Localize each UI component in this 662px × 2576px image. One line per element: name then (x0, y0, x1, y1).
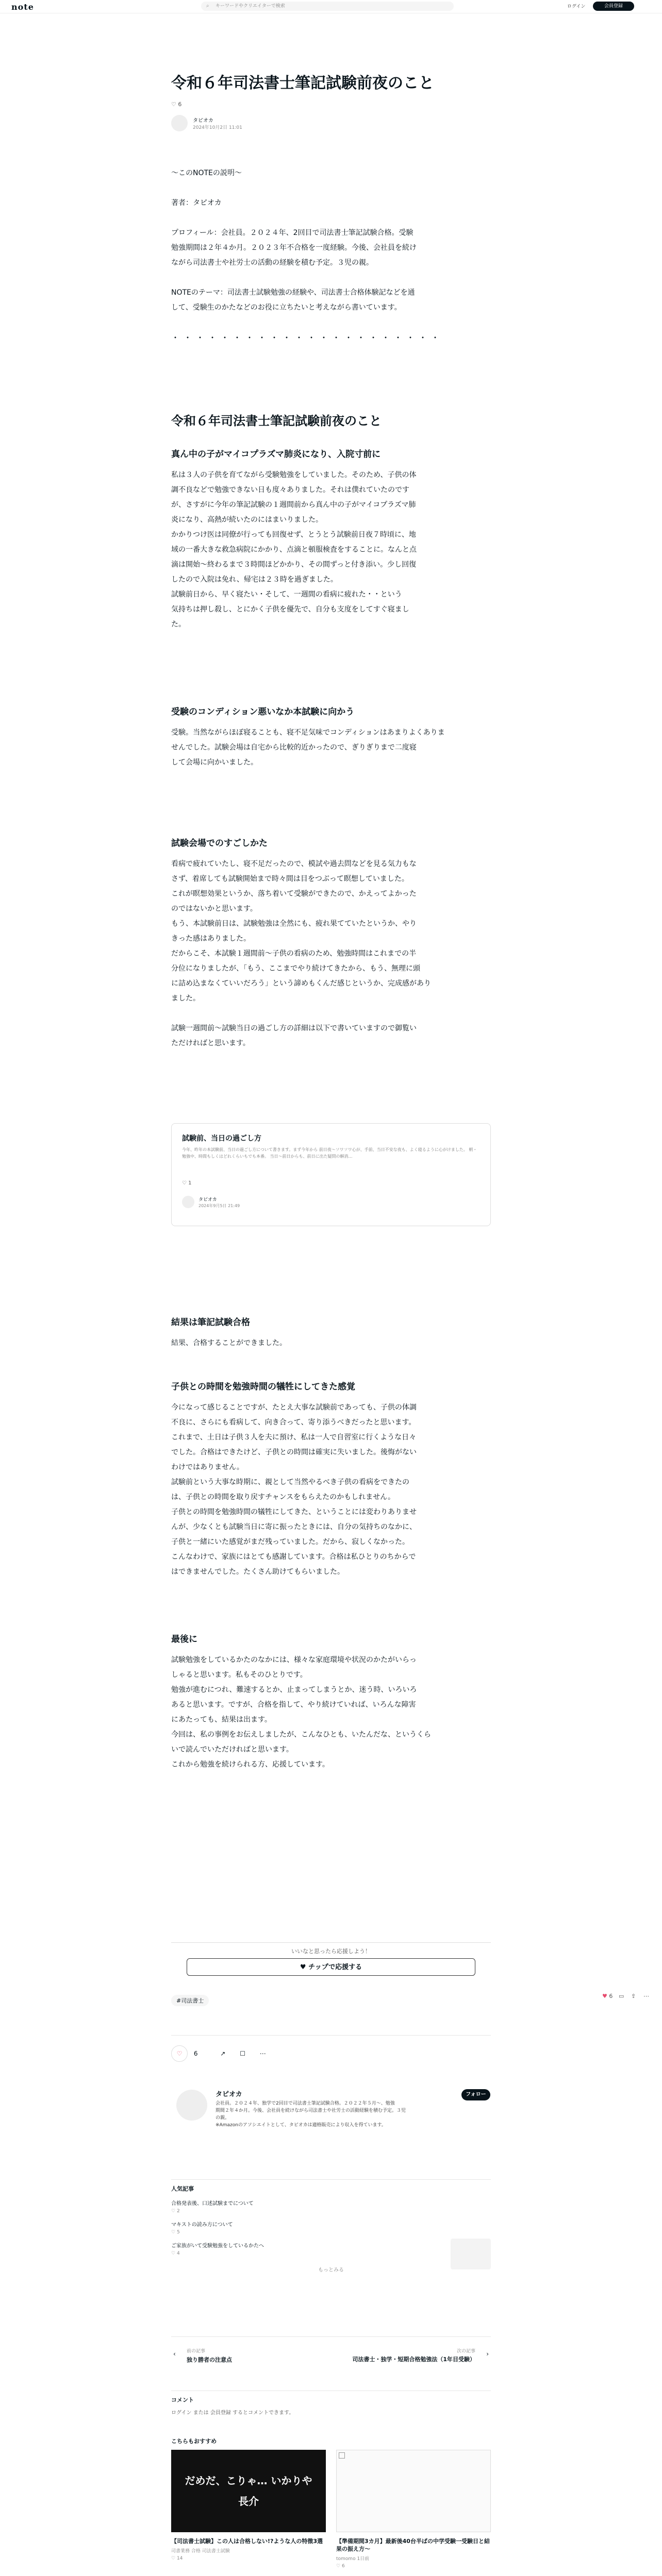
section-heading: 試験会場でのすごしかた (171, 838, 268, 849)
login-button[interactable]: ログイン (567, 4, 586, 9)
thumbnail-text: だめだ、こりゃ… いかりや長介 (185, 2475, 312, 2507)
note-logo[interactable]: note (11, 2, 34, 12)
section-heading: 最後に (171, 1634, 197, 1645)
embedded-note-card[interactable] (171, 1123, 491, 1226)
broken-image-icon (339, 2452, 345, 2459)
body-line: 私は３人の子供を育てながら受験勉強をしていました。そのため、子供の体 (171, 471, 417, 479)
section-2 (171, 706, 491, 770)
avatar[interactable] (171, 115, 188, 131)
intro-block (171, 166, 491, 345)
body-line: 分位になりましたが、「もう、ここまでやり続けてきたから、もう、無理に頭 (171, 964, 420, 973)
comment-section (171, 2396, 491, 2416)
article-header (171, 72, 491, 133)
section-3 (171, 837, 491, 1051)
body-line: 調不良などで勉強できない日も度々ありました。それは僕れていたのです (171, 486, 409, 494)
popular-thumbnail (451, 2239, 491, 2269)
body-line: したので入院は免れ、帰宅は２３時を過ぎました。 (171, 575, 338, 584)
body-line: だからこそ、本試験１週間前〜子供の看病のため、勉強時間はこれまでの半 (171, 950, 417, 958)
author-name[interactable]: タピオカ (193, 118, 213, 124)
heart-icon: ♡ (171, 101, 176, 108)
section-5 (171, 1633, 491, 1772)
search-placeholder: キーワードやクリエイターで検索 (216, 4, 285, 9)
more-icon[interactable]: ⋯ (259, 2050, 266, 2057)
body-line: 子供と一緒にいた感覚がまだ残っていました。だから、寂しくなかった。 (171, 1538, 409, 1546)
more-icon[interactable]: ⋯ (643, 1993, 649, 1999)
body-line: 試験前という大事な時期に、親として当然やるべき子供の看病をできたの (171, 1478, 409, 1486)
separator-dots: ・・・・・・・・・・・・・・・・・・・・・・ (171, 333, 444, 343)
author-bio: 会社員。２０２４年、独学で2回目で司法書士筆記試験合格。２０２２年５月〜、勉強 期間２年４か月。今後、会社員を続けながら司法書士や社労士の活動経験を積む予定。３児 の親。 ※Amazonのアソシエイトとして、タピオカは適格販売により収入を得ています。 (216, 2101, 406, 2128)
popular-item[interactable]: ご家族がいて受験勉強をしているかたへ ♡ 4 (171, 2243, 264, 2256)
body-line: でした。合格はできたけど、子供との時間は確実に失いました。後悔がない (171, 1448, 417, 1456)
recommend-item[interactable]: 【司法書士試験】この人は合格しない!?ような人の特徴3選 司書業務 合格 司法書士試験 ♡ 14 (171, 2538, 323, 2561)
body-line: 試験一週間前〜試験当日の過ごし方の詳細は以下で書いていますので御覧い (171, 1024, 417, 1032)
byline: 著者：タピオカ (171, 199, 222, 207)
body-line: に詰め込まなくていいだろう」という諦めもくんだ感じというか、完成感があり (171, 979, 431, 988)
side-like-button[interactable]: ♥ 6 (602, 1993, 613, 1999)
body-line: 看病で疲れていたし、寝不足だったので、模試や過去問などを見る気力もな (171, 860, 417, 868)
comment-icon[interactable]: ▭ (619, 1993, 624, 1999)
section-heading: 結果は筆記試験合格 (171, 1317, 250, 1328)
hashtag-chip[interactable]: #司法書士 (171, 1995, 209, 2006)
heart-icon: ♡ (336, 2564, 341, 2569)
section-heading: 子供との時間を勉強時間の犠牲にしてきた感覚 (171, 1382, 355, 1392)
title-like-count[interactable]: ♡ 6 (171, 101, 182, 108)
tip-icon: ♥ (300, 1963, 306, 1971)
theme-line: NOTEのテーマ：司法書士試験勉強の経験や、司法書士合格体験記などを通 (171, 289, 415, 297)
body-line: して会場に向かいました。 (171, 758, 258, 767)
article-title: 令和６年司法書士筆記試験前夜のこと (171, 74, 434, 92)
embed-description: 今年、昨年の本試験前、当日の過ごし方について書きます。まず今年から 前日夜〜ソワソワ心が、手前、当日不安な夜も、よく寝るように心がけました。 朝・勉強中、時間もしくはどれくらいもでも本番。 当日〜前日からも、前日に出た疑問の解消… (182, 1147, 477, 1159)
share-icon[interactable]: ⇪ (631, 1993, 636, 1999)
body-line: 今回は、私の事例をお伝えしましたが、こんなひとも、いたんだな、というくら (171, 1731, 431, 1739)
author-avatar[interactable] (176, 2090, 207, 2121)
body-line: 試験前日から、早く寝たい・そして、一週間の看病に疲れた・・という (171, 590, 402, 599)
chevron-right-icon: › (486, 2350, 489, 2358)
body-line: もう、本試験前日は、試験勉強は全然にも、疲れ果てていたというか、やり (171, 920, 417, 928)
embed-title: 試験前、当日の過ごし方 (182, 1134, 261, 1143)
heart-icon: ♡ (171, 2209, 176, 2214)
body-line: 今になって感じることですが、たとえ大事な試験前であっても、子供の体調 (171, 1403, 417, 1412)
heart-icon: ♡ (171, 2230, 176, 2235)
body-line: 気持ちは押し殺し、とにかく子供を優先で、自分も支度をしてすぐ寝まし (171, 605, 409, 614)
body-line: こんなわけで、家族にはとても感謝しています。合格は私ひとりのちからで (171, 1553, 416, 1561)
recommend-thumbnail[interactable] (336, 2450, 491, 2532)
embed-like-count: ♡ 1 (182, 1180, 192, 1186)
bookmark-icon[interactable]: ☐ (240, 2050, 245, 2057)
body-line: きった感はありました。 (171, 935, 251, 943)
chevron-left-icon: ‹ (173, 2350, 176, 2358)
search-icon: ⌕ (206, 3, 209, 9)
body-line: これから勉強を続けられる方、応援しています。 (171, 1760, 329, 1769)
body-line: 受験。当然ながらほぼ寝ることも、寝不足気味でコンディションはあまりよくありま (171, 728, 445, 737)
body-line: さず、着席しても試験開始まで時々間は目をつぶって瞑想していました。 (171, 875, 409, 883)
heart-icon: ♡ (171, 2556, 176, 2561)
author-box (171, 2087, 491, 2143)
body-line: 炎になり、高熱が続いたのにはまいりました。 (171, 516, 323, 524)
body-line: あると思います。ですが、合格を指して、やり続けていれば、いろんな障害 (171, 1701, 416, 1709)
follow-button[interactable]: フォロー (461, 2089, 490, 2100)
body-line: わけではありません。 (171, 1463, 244, 1471)
body-line: いで読んでいただければと思います。 (171, 1745, 293, 1754)
profile-line: 勉強期間は２年４か月。２０２３年不合格を一度経験。今後、会社員を続け (171, 244, 417, 252)
profile-line: ながら司法書士や社労士の活動の経験を積む予定。３児の親。 (171, 259, 373, 267)
divider (171, 2035, 491, 2036)
body-line: しゃると思います。私もそのひとりです。 (171, 1671, 307, 1679)
body-line: ました。 (171, 994, 200, 1003)
comment-heading: コメント (171, 2397, 194, 2403)
embed-author: タピオカ (198, 1197, 217, 1202)
popular-item[interactable]: 合格発表後、口述試験までについて ♡ 2 (171, 2201, 254, 2214)
section-title: 令和６年司法書士筆記試験前夜のこと (171, 414, 382, 428)
body-line: が、さすがに今年の筆記試験の１週間前から真ん中の子がマイコプラズマ肺 (171, 501, 416, 509)
body-line: せんでした。試験会場は自宅から比較的近かったので、ぎりぎりまで二度寝 (171, 743, 417, 752)
body-line: 勉強が進むにつれ、難速するとか、止まってしまうとか、迷う時、いろいろ (171, 1686, 417, 1694)
theme-line: して、受験生のかたなどのお役に立ちたいと考えながら書いています。 (171, 303, 402, 312)
body-line: のではないかと思います。 (171, 905, 257, 913)
body-line: 子供との時間を勉強時間の犠牲にしてきた、ということには変わりありませ (171, 1508, 417, 1516)
result-section (171, 1316, 491, 1351)
action-row (171, 2045, 266, 2062)
body-line: んが、少なくとも試験当日に寄に振ったときには、自分の気持ちのなかに、 (171, 1523, 417, 1531)
support-prompt: いいなと思ったら応援しよう！ (291, 1948, 371, 1955)
heart-icon: ♥ (602, 1993, 607, 1999)
author-box-name[interactable]: タピオカ (216, 2091, 242, 2098)
comment-login-prompt[interactable]: ログイン または 会員登録 するとコメントできます。 (171, 2410, 294, 2416)
heart-icon: ♡ (182, 1180, 187, 1186)
body-line: は、子供との時間を取り戻すチャンスをもらえたのかもしれません。 (171, 1493, 395, 1501)
popular-articles (171, 2184, 491, 2273)
section-4 (171, 1381, 491, 1580)
prev-article-link[interactable]: ‹ 前の記事 独り勝者の注意点 (173, 2349, 232, 2363)
signup-button[interactable]: 会員登録 (593, 2, 634, 11)
body-line: ただければと思います。 (171, 1039, 250, 1047)
search-input[interactable] (201, 2, 454, 11)
publish-date: 2024年10月2日 11:01 (193, 125, 242, 130)
body-line: 結果、合格することができました。 (171, 1339, 287, 1347)
heart-icon: ♡ (171, 2251, 176, 2256)
body-line: 不良に、さらにも看病して、向き合って、寄り添うべきだったと思います。 (171, 1418, 416, 1427)
body-line: 域の一番大きな救急病院にかかり、点滴と頓服検査をすることに。なんと点 (171, 546, 417, 554)
body-line: かかりつけ医は同僚が行っても回復せず、とうとう試験前日夜７時頃に、地 (171, 531, 416, 539)
tip-button[interactable]: ♥ チップで応援する (187, 1958, 475, 1976)
profile-line: プロフィール：会社員。２０２４年、2回目で司法書士筆記試験合格。受験 (171, 229, 413, 237)
recommend-item[interactable]: 【準備期間3カ月】最新後40台半ばの中学受験一受験日と結果の振え方〜 tomomo 1日前 ♡ 6 (336, 2538, 490, 2569)
popular-heading: 人気記事 (171, 2185, 194, 2192)
recommend-thumbnail[interactable] (171, 2450, 326, 2532)
like-count: 6 (193, 2050, 198, 2057)
intro-text: 〜このNOTEの説明〜 (171, 169, 242, 177)
body-line: にあたっても、結果は出ます。 (171, 1716, 272, 1724)
body-line: はできませんでした。たくさん助けてもらいました。 (171, 1568, 344, 1576)
section-1 (171, 448, 491, 632)
more-link[interactable]: もっとみる (318, 2267, 344, 2273)
like-button-icon[interactable]: ♡ (171, 2045, 188, 2062)
share-icon[interactable]: ↗ (220, 2050, 226, 2057)
section-heading: 真ん中の子がマイコプラズマ肺炎になり、入院寸前に (171, 449, 381, 460)
support-section (171, 1942, 491, 1984)
body-line: これが瞑想効果というか、落ち着いて受験ができたので、かえってよかった (171, 890, 417, 898)
next-article-link[interactable]: 次の記事 司法書士・独学・短期合格勉強法（1年目受験） › (352, 2349, 489, 2363)
global-header (0, 0, 662, 13)
body-line: 試験勉強をしているかたのなかには、様々な家庭環境や状況のかたがいらっ (171, 1656, 417, 1664)
body-line: 滴は開始〜終わるまで３時間ほどかかり、その間ずっと付き添い。少し回復 (171, 561, 417, 569)
body-line: これまで、土日は子供３人を夫に預け、私は一人で自習室に行くような日々 (171, 1433, 417, 1442)
embed-avatar (182, 1196, 194, 1208)
embed-date: 2024年9月5日 21:49 (198, 1204, 240, 1208)
divider (171, 2336, 491, 2337)
body-line: た。 (171, 620, 186, 629)
divider (171, 2179, 491, 2180)
author-row (171, 115, 491, 133)
section-heading: 受験のコンディション悪いなか本試験に向かう (171, 707, 355, 717)
popular-item[interactable]: マキストの読み方について ♡ 5 (171, 2222, 233, 2235)
recommend-heading: こちらもおすすめ (171, 2438, 217, 2445)
